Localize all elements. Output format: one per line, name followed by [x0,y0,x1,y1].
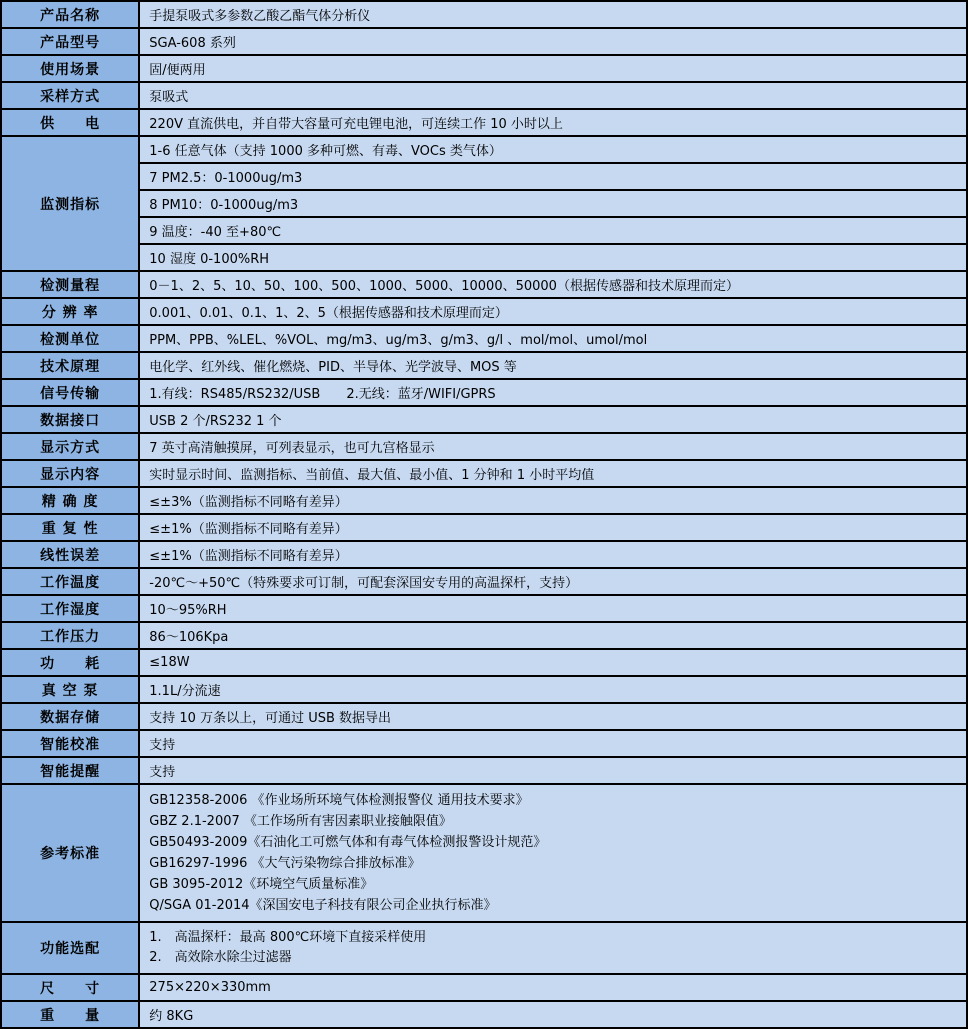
value-sampling-method: 泵吸式 [139,82,967,109]
value-operating-temperature: -20℃～+50℃（特殊要求可订制，可配套深国安专用的高温探杆，支持） [139,568,967,595]
label-power-supply: 供 电 [1,109,139,136]
reference-standard-line: GB50493-2009《石油化工可燃气体和有毒气体检测报警设计规范》 [149,835,547,850]
label-operating-pressure: 工作压力 [1,622,139,649]
table-row [1,433,967,460]
table-row [1,109,967,136]
value-monitoring-indicator-1: 1-6 任意气体（支持 1000 多种可燃、有毒、VOCs 类气体） [139,136,967,163]
table-row [1,730,967,757]
label-vacuum-pump: 真 空 泵 [1,676,139,703]
label-monitoring-indicators: 监测指标 [1,136,139,271]
table-row [1,974,967,1001]
value-optional-features [139,922,967,974]
value-product-model: SGA-608 系列 [139,28,967,55]
table-row [1,298,967,325]
table-row [1,1001,967,1028]
value-power-supply: 220V 直流供电，并自带大容量可充电锂电池，可连续工作 10 小时以上 [139,109,967,136]
table-row [1,784,967,922]
label-accuracy: 精 确 度 [1,487,139,514]
reference-standard-line: GBZ 2.1-2007 《工作场所有害因素职业接触限值》 [149,814,452,829]
table-row [1,406,967,433]
table-row [1,136,967,163]
value-smart-calibration: 支持 [139,730,967,757]
label-optional-features: 功能选配 [1,922,139,974]
value-repeatability: ≤±1%（监测指标不同略有差异） [139,514,967,541]
label-linearity-error: 线性误差 [1,541,139,568]
table-row [1,379,967,406]
table-row [1,487,967,514]
label-technical-principle: 技术原理 [1,352,139,379]
value-reference-standards [139,784,967,922]
value-monitoring-indicator-4: 9 温度：-40 至+80℃ [139,217,967,244]
optional-feature-line: 2. 高效除水除尘过滤器 [149,950,292,965]
table-row [1,460,967,487]
value-signal-transmission: 1.有线：RS485/RS232/USB 2.无线：蓝牙/WIFI/GPRS [139,379,967,406]
table-row [1,1,967,28]
value-usage-scenario: 固/便两用 [139,55,967,82]
label-data-storage: 数据存储 [1,703,139,730]
reference-standard-line: GB 3095-2012《环境空气质量标准》 [149,877,374,892]
value-detection-unit: PPM、PPB、%LEL、%VOL、mg/m3、ug/m3、g/m3、g/l 、mol/mol、umol/mol [139,325,967,352]
value-detection-range: 0－1、2、5、10、50、100、500、1000、5000、10000、50000（根据传感器和技术原理而定） [139,271,967,298]
table-row [1,352,967,379]
label-reference-standards: 参考标准 [1,784,139,922]
label-sampling-method: 采样方式 [1,82,139,109]
table-row [1,922,967,974]
table-row [1,514,967,541]
label-operating-temperature: 工作温度 [1,568,139,595]
value-data-interface: USB 2 个/RS232 1 个 [139,406,967,433]
table-row [1,271,967,298]
value-product-name: 手提泵吸式多参数乙酸乙酯气体分析仪 [139,1,967,28]
table-row [1,325,967,352]
table-row [1,244,967,271]
value-power-consumption: ≤18W [139,649,967,676]
value-linearity-error: ≤±1%（监测指标不同略有差异） [139,541,967,568]
label-dimensions: 尺 寸 [1,974,139,1001]
reference-standard-line: Q/SGA 01-2014《深国安电子科技有限公司企业执行标准》 [149,898,497,913]
table-row [1,595,967,622]
value-monitoring-indicator-2: 7 PM2.5：0-1000ug/m3 [139,163,967,190]
label-product-model: 产品型号 [1,28,139,55]
reference-standard-line: GB12358-2006 《作业场所环境气体检测报警仪 通用技术要求》 [149,793,529,808]
table-row [1,622,967,649]
table-row [1,163,967,190]
value-monitoring-indicator-3: 8 PM10：0-1000ug/m3 [139,190,967,217]
table-row [1,82,967,109]
value-monitoring-indicator-5: 10 湿度 0-100%RH [139,244,967,271]
value-accuracy: ≤±3%（监测指标不同略有差异） [139,487,967,514]
reference-standard-line: GB16297-1996 《大气污染物综合排放标准》 [149,856,421,871]
label-signal-transmission: 信号传输 [1,379,139,406]
label-smart-calibration: 智能校准 [1,730,139,757]
value-dimensions: 275×220×330mm [139,974,967,1001]
value-display-content: 实时显示时间、监测指标、当前值、最大值、最小值、1 分钟和 1 小时平均值 [139,460,967,487]
label-smart-reminder: 智能提醒 [1,757,139,784]
value-technical-principle: 电化学、红外线、催化燃烧、PID、半导体、光学波导、MOS 等 [139,352,967,379]
value-operating-humidity: 10～95%RH [139,595,967,622]
optional-feature-line: 1. 高温探杆：最高 800℃环境下直接采样使用 [149,930,427,945]
label-operating-humidity: 工作湿度 [1,595,139,622]
label-data-interface: 数据接口 [1,406,139,433]
table-row [1,217,967,244]
value-weight: 约 8KG [139,1001,967,1028]
value-display-mode: 7 英寸高清触摸屏，可列表显示，也可九宫格显示 [139,433,967,460]
label-resolution: 分 辨 率 [1,298,139,325]
value-data-storage: 支持 10 万条以上，可通过 USB 数据导出 [139,703,967,730]
value-operating-pressure: 86～106Kpa [139,622,967,649]
value-smart-reminder: 支持 [139,757,967,784]
label-detection-range: 检测量程 [1,271,139,298]
label-product-name: 产品名称 [1,1,139,28]
label-display-mode: 显示方式 [1,433,139,460]
table-row [1,568,967,595]
label-power-consumption: 功 耗 [1,649,139,676]
table-row [1,55,967,82]
label-usage-scenario: 使用场景 [1,55,139,82]
label-display-content: 显示内容 [1,460,139,487]
table-row [1,541,967,568]
label-weight: 重 量 [1,1001,139,1028]
value-resolution: 0.001、0.01、0.1、1、2、5（根据传感器和技术原理而定） [139,298,967,325]
value-vacuum-pump: 1.1L/分流速 [139,676,967,703]
label-detection-unit: 检测单位 [1,325,139,352]
table-row [1,703,967,730]
table-row [1,190,967,217]
table-row [1,757,967,784]
table-row [1,28,967,55]
label-repeatability: 重 复 性 [1,514,139,541]
table-row [1,649,967,676]
table-row [1,676,967,703]
